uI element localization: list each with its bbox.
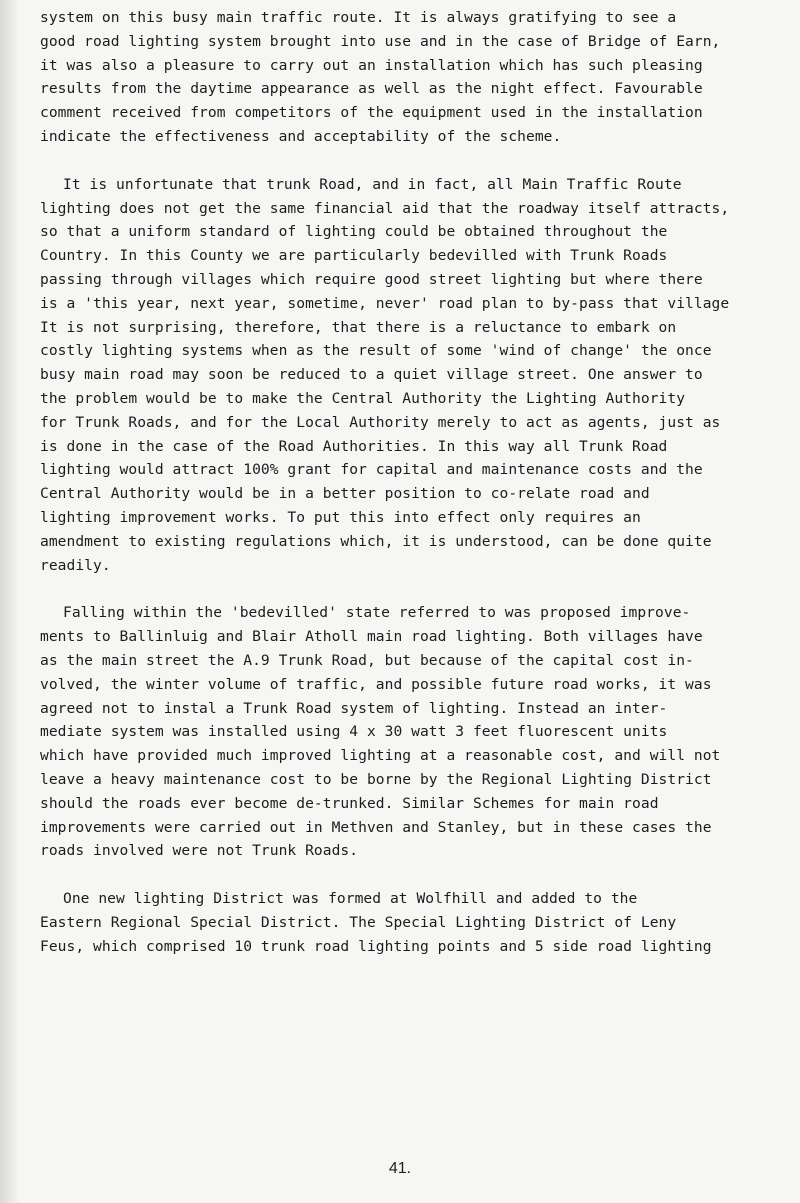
paragraph-2 [40, 173, 770, 578]
text-line: lighting improvement works. To put this into effect only requires an [40, 508, 641, 526]
text-line: volved, the winter volume of traffic, and possible future road works, it was [40, 675, 712, 693]
text-line: for Trunk Roads, and for the Local Authority merely to act as agents, just as [40, 413, 721, 431]
text-line: system on this busy main traffic route. It is always gratifying to see a [40, 9, 677, 26]
text-line: lighting does not get the same financial aid that the roadway itself attracts, [40, 199, 730, 217]
text-line: should the roads ever become de-trunked. Similar Schemes for main road [40, 794, 659, 812]
text-line: agreed not to instal a Trunk Road system of lighting. Instead an inter- [40, 699, 668, 717]
page-number: 41. [388, 1160, 412, 1177]
paragraph-3 [40, 601, 770, 863]
text-line: It is unfortunate that trunk Road, and in fact, all Main Traffic Route [63, 175, 682, 193]
scan-edge-shadow [0, 0, 20, 1203]
text-line: readily. [40, 556, 111, 574]
text-line: One new lighting District was formed at Wolfhill and added to the [63, 890, 638, 908]
text-line: It is not surprising, therefore, that there is a reluctance to embark on [40, 318, 677, 336]
text-line: results from the daytime appearance as well as the night effect. Favourable [40, 80, 703, 98]
text-line: improvements were carried out in Methven and Stanley, but in these cases the [40, 818, 712, 836]
text-line: which have provided much improved lighting at a reasonable cost, and will not [40, 747, 721, 765]
text-line: busy main road may soon be reduced to a quiet village street. One answer to [40, 366, 703, 384]
text-line: good road lighting system brought into use and in the case of Bridge of Earn, [40, 32, 721, 50]
text-line: the problem would be to make the Central Authority the Lighting Authority [40, 389, 686, 407]
text-line: Falling within the 'bedevilled' state referred to was proposed improve- [63, 604, 691, 622]
text-line: passing through villages which require good street lighting but where there [40, 270, 703, 288]
text-line: Feus, which comprised 10 trunk road lighting points and 5 side road lighting [40, 937, 712, 955]
text-line: comment received from competitors of the equipment used in the installation [40, 104, 703, 122]
text-line: it was also a pleasure to carry out an installation which has such pleasing [40, 56, 703, 74]
text-line: Country. In this County we are particularly bedevilled with Trunk Roads [40, 247, 668, 265]
text-line: is a 'this year, next year, sometime, never' road plan to by-pass that village [40, 294, 730, 312]
text-line: Central Authority would be in a better position to co-relate road and [40, 485, 650, 503]
text-line: Eastern Regional Special District. The Special Lighting District of Leny [40, 913, 677, 931]
text-line: ments to Ballinluig and Blair Atholl main road lighting. Both villages have [40, 628, 703, 646]
text-line: is done in the case of the Road Authorities. In this way all Trunk Road [40, 437, 668, 455]
text-line: indicate the effectiveness and acceptability of the scheme. [40, 127, 562, 145]
paragraph-4 [40, 887, 770, 958]
text-line: mediate system was installed using 4 x 30 watt 3 feet fluorescent units [40, 723, 668, 741]
text-line: lighting would attract 100% grant for capital and maintenance costs and the [40, 461, 703, 479]
text-line: roads involved were not Trunk Roads. [40, 842, 359, 860]
document-page [40, 6, 770, 982]
text-line: so that a uniform standard of lighting could be obtained throughout the [40, 223, 668, 241]
text-line: leave a heavy maintenance cost to be borne by the Regional Lighting District [40, 770, 712, 788]
paragraph-1 [40, 6, 770, 149]
text-line: amendment to existing regulations which, it is understood, can be done quite [40, 532, 712, 550]
text-line: as the main street the A.9 Trunk Road, but because of the capital cost in- [40, 651, 694, 669]
text-line: costly lighting systems when as the result of some 'wind of change' the once [40, 342, 712, 360]
